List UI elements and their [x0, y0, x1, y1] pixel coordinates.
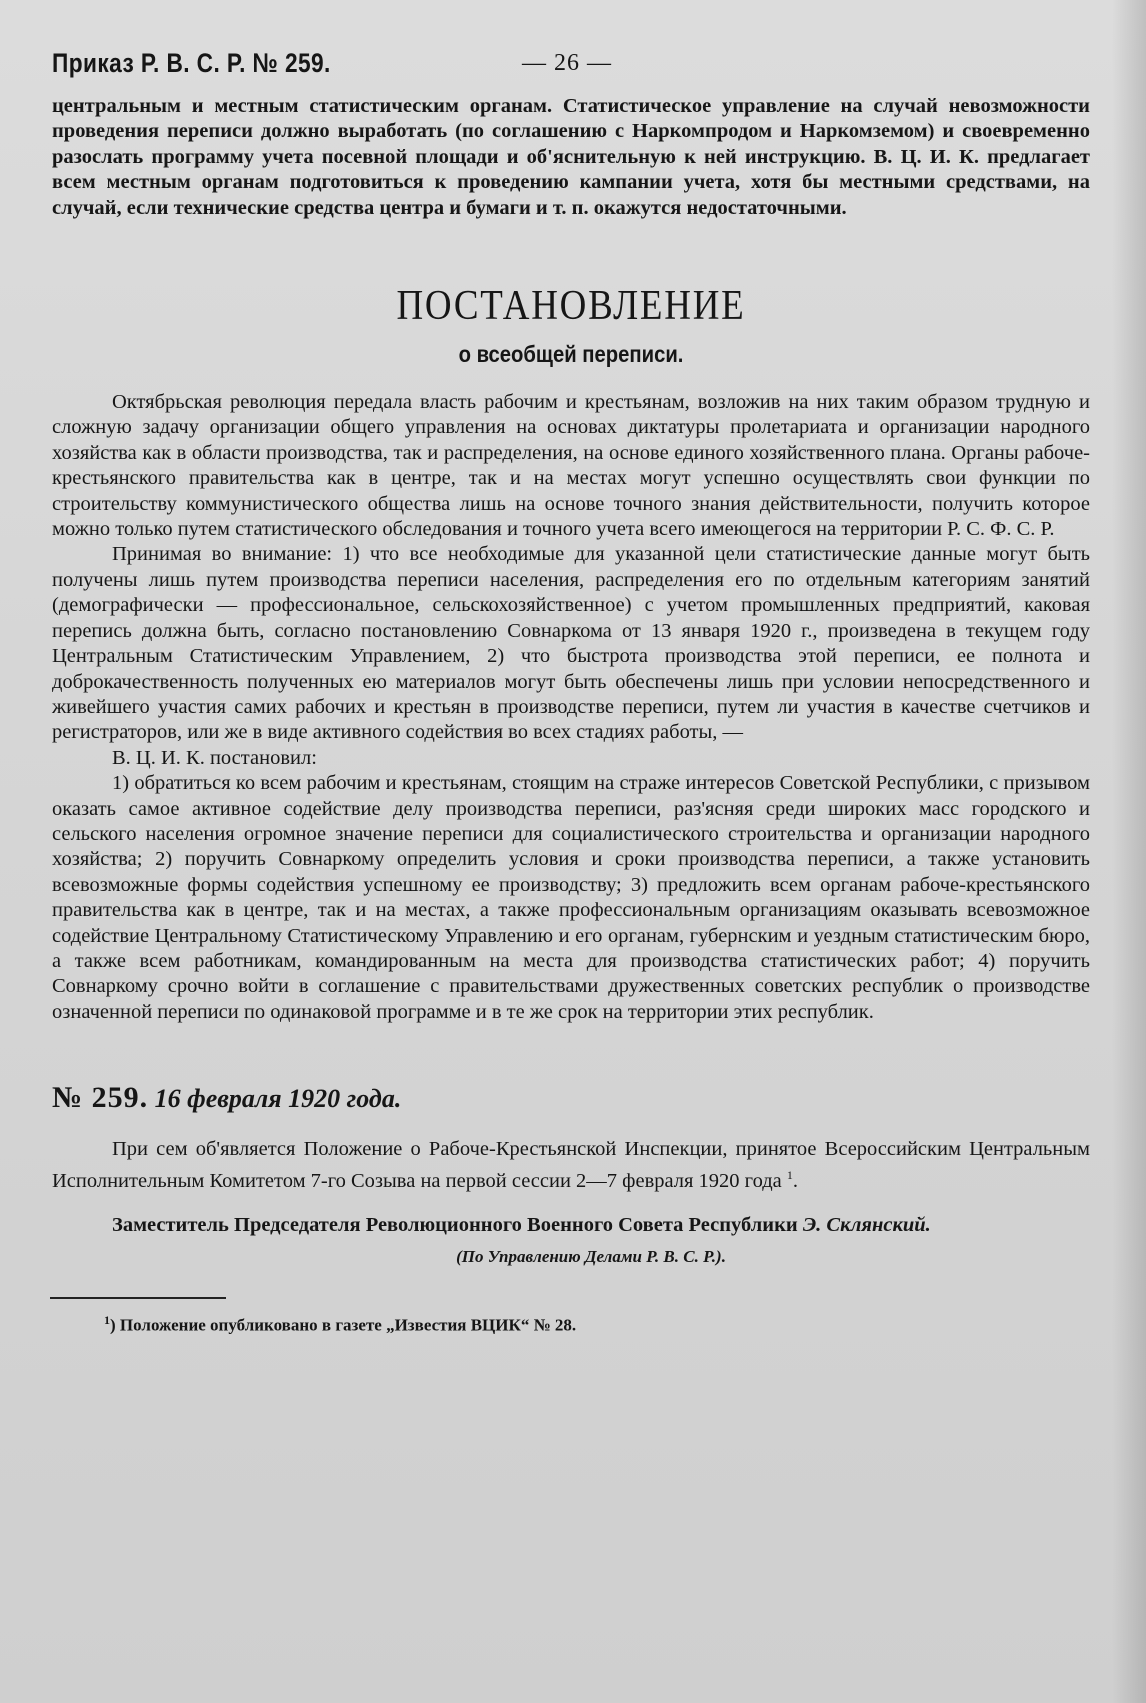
footnote [52, 1313, 1090, 1336]
order-body-text: При сем об'является Положение о Рабоче-Крестьянской Инспекции, принятое Всероссийским Центральным Исполнительным Комитетом 7-го Созыва на первой сессии 2—7 февраля 1920 года [52, 1138, 1090, 1192]
order-date: 16 февраля 1920 года. [154, 1084, 402, 1114]
intro-paragraph: центральным и местным статистическим органам. Статистическое управление на случай невозможности проведения переписи должно выработать (по соглашению с Наркомпродом и Наркомземом) и своевременно разослать программу учета посевной площади и об'яснительную к ней инструкцию. В. Ц. И. К. предлагает всем местным органам подготовиться к проведению кампании учета, хотя бы местными средствами, на случай, если технические средства центра и бумаги и т. п. окажутся недостаточными. [52, 95, 1090, 219]
signature-line [52, 1214, 1090, 1237]
resolution-paragraph-2: Принимая во внимание: 1) что все необходимые для указанной цели статистические данные могут быть получены лишь путем производства переписи населения, распределения его по отдельным категориям занятий (демографически — профессиональное, сельскохозяйственное) с учетом промышленных предприятий, каковая перепись должна быть, согласно постановлению Совнаркома от 13 января 1920 г., произведена в текущем году Центральным Статистическим Управлением, 2) что быстрота производства этой переписи, ее полнота и доброкачественность полученных ею материалов могут быть обеспечены лишь при условии непосредственного и живейшего участия самих рабочих и крестьян в производстве переписи, путем ли участия в качестве счетчиков и регистраторов, или же в виде активного содействия во всех стадиях работы, — [52, 543, 1090, 744]
order-body-end: . [792, 1169, 799, 1192]
resolution-paragraph-1: Октябрьская революция передала власть рабочим и крестьянам, возложив на них таким образом трудную и сложную задачу организации общего управления на основах диктатуры пролетариата и организации народного хозяйства как в области производства, так и распределения, на основе единого хозяйственного плана. Органы рабоче-крестьянского правительства как в центре, так и на местах могут успешно осуществлять свои функции по строительству коммунистического общества лишь на основе точного знания действительности, получить которое можно только путем статистического обследования и точного учета всего имеющегося на территории Р. С. Ф. С. Р. [52, 391, 1090, 541]
resolution-paragraph-3: В. Ц. И. К. постановил: [112, 746, 317, 769]
issued-by: (По Управлению Делами Р. В. С. Р.). [456, 1246, 726, 1266]
resolution-title: ПОСТАНОВЛЕНИЕ [396, 283, 746, 330]
footnote-mark: 1 [104, 1312, 110, 1327]
resolution-paragraph-4: 1) обратиться ко всем рабочим и крестьянам, стоящим на страже интересов Советской Республики, с призывом оказать самое активное содействие делу производства переписи, раз'ясняя среди широких масс городского и сельского населения огромное значение переписи для социалистического строительства и организации народного хозяйства; 2) поручить Совнаркому определить условия и сроки производства переписи, а также установить всевозможные формы содействия успешному ее производству; 3) предложить всем органам рабоче-крестьянского правительства как в центре, так и на местах, а также профессиональным организациям оказывать всевозможное содействие Центральному Статистическому Управлению и его органам, губернским и уездным статистическим бюро, а также всем работникам, командированным на места для производства статистических работ; 4) поручить Совнаркому срочно войти в соглашение с правительствами дружественных советских республик о производстве означенной переписи по одинаковой программе и в те же срок на территории этих республик. [52, 772, 1090, 1023]
order-body [52, 1137, 1090, 1194]
page-number: — 26 — [522, 50, 612, 76]
footnote-text: ) Положение опубликовано в газете „Известия ВЦИК“ № 28. [110, 1315, 577, 1335]
signature-title: Заместитель Председателя Революционного Военного Совета Республики [112, 1213, 798, 1236]
footnote-divider [50, 1297, 226, 1299]
resolution-subtitle: о всеобщей переписи. [458, 341, 684, 368]
running-head-title: Приказ Р. В. С. Р. № 259. [52, 48, 331, 78]
order-number: № 259. [52, 1081, 149, 1115]
running-head [52, 48, 1090, 88]
footnote-reference: 1 [786, 1167, 793, 1182]
signature-name: Э. Склянский. [802, 1213, 931, 1236]
order-heading [52, 1081, 1090, 1115]
